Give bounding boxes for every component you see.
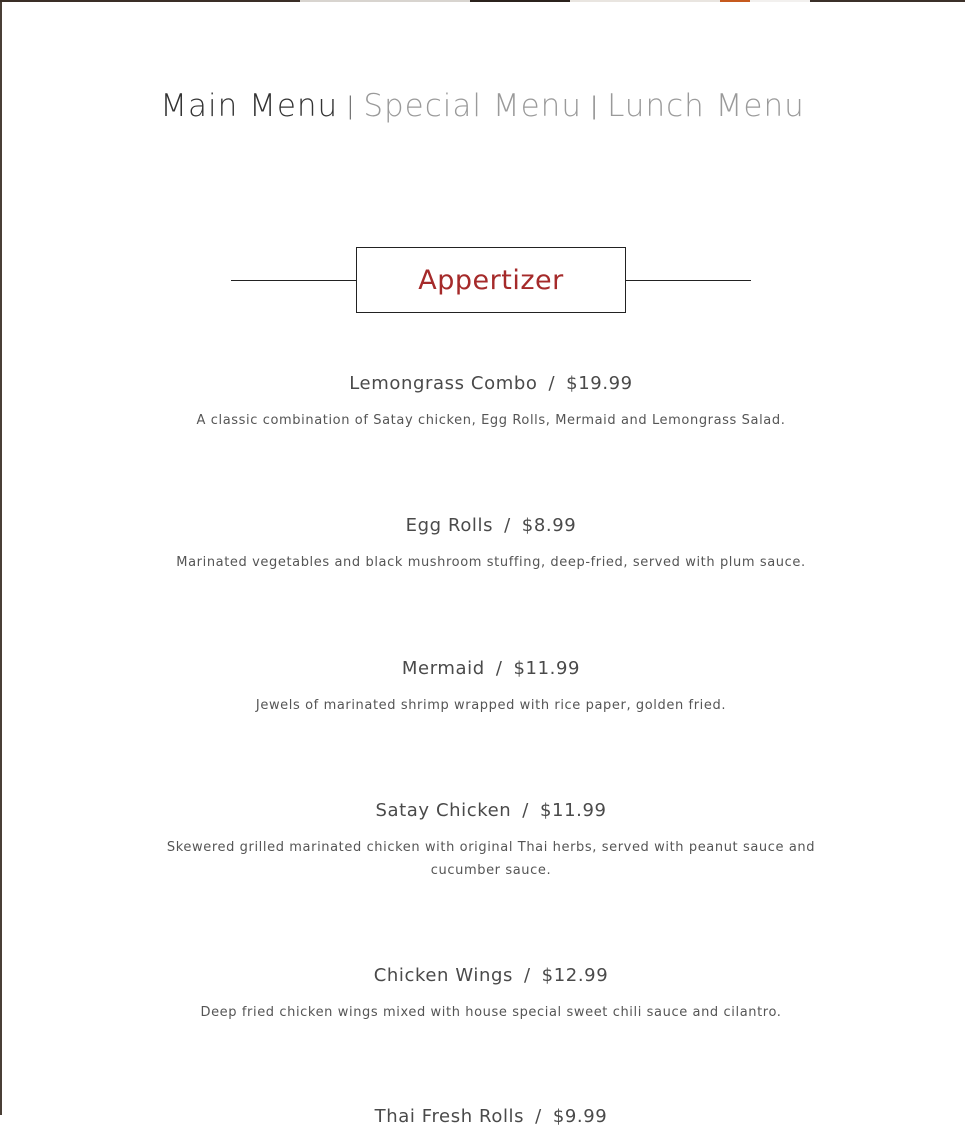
menu-item-name: Mermaid (401, 658, 485, 679)
menu-item-name: Chicken Wings (373, 965, 513, 986)
menu-item-price: $19.99 (566, 373, 633, 394)
nav-separator: | (346, 92, 356, 120)
nav-special-menu[interactable]: Special Menu (363, 88, 582, 124)
menu-item-price: $8.99 (521, 515, 577, 536)
menu-item (150, 371, 832, 432)
section-title-box (356, 247, 626, 313)
price-separator: / (535, 1106, 542, 1127)
price-separator: / (524, 965, 531, 986)
section-header (231, 247, 751, 313)
menu-item (150, 798, 832, 882)
menu-item-price: $9.99 (552, 1106, 608, 1127)
menu-item-price: $11.99 (539, 800, 607, 821)
menu-item-name: Egg Rolls (405, 515, 494, 536)
divider-left (231, 280, 356, 281)
menu-item-description: Skewered grilled marinated chicken with original Thai herbs, served with peanut sauce and cucumber sauce. (166, 840, 816, 878)
menu-item-name: Satay Chicken (375, 800, 512, 821)
menu-item-name: Lemongrass Combo (349, 373, 538, 394)
top-image-strip (0, 0, 965, 2)
menu-nav (0, 88, 965, 124)
menu-item-price: $12.99 (541, 965, 609, 986)
price-separator: / (548, 373, 556, 394)
menu-item-name: Thai Fresh Rolls (374, 1106, 525, 1127)
nav-lunch-menu[interactable]: Lunch Menu (607, 88, 805, 124)
menu-item (150, 513, 832, 574)
menu-item-description: Jewels of marinated shrimp wrapped with rice paper, golden fried. (255, 698, 727, 713)
menu-item-description: Deep fried chicken wings mixed with house special sweet chili sauce and cilantro. (200, 1005, 782, 1020)
menu-item-title (150, 1104, 832, 1130)
menu-item (150, 1104, 832, 1130)
menu-item-description: A classic combination of Satay chicken, Egg Rolls, Mermaid and Lemongrass Salad. (196, 413, 786, 428)
left-edge-border (0, 0, 2, 1115)
nav-separator: | (589, 92, 600, 120)
menu-item-title (150, 798, 832, 824)
menu-item-title (150, 513, 832, 539)
divider-right (626, 280, 751, 281)
menu-item-title (150, 371, 832, 397)
menu-item (150, 656, 832, 717)
price-separator: / (504, 515, 511, 536)
menu-item-title (150, 963, 832, 989)
price-separator: / (495, 658, 503, 679)
price-separator: / (522, 800, 529, 821)
menu-item-price: $11.99 (513, 658, 581, 679)
section-title: Appertizer (418, 264, 564, 296)
menu-item-description: Marinated vegetables and black mushroom stuffing, deep-fried, served with plum sauce. (176, 555, 806, 570)
menu-item (150, 963, 832, 1024)
menu-item-title (150, 656, 832, 682)
nav-main-menu[interactable]: Main Menu (160, 88, 339, 124)
